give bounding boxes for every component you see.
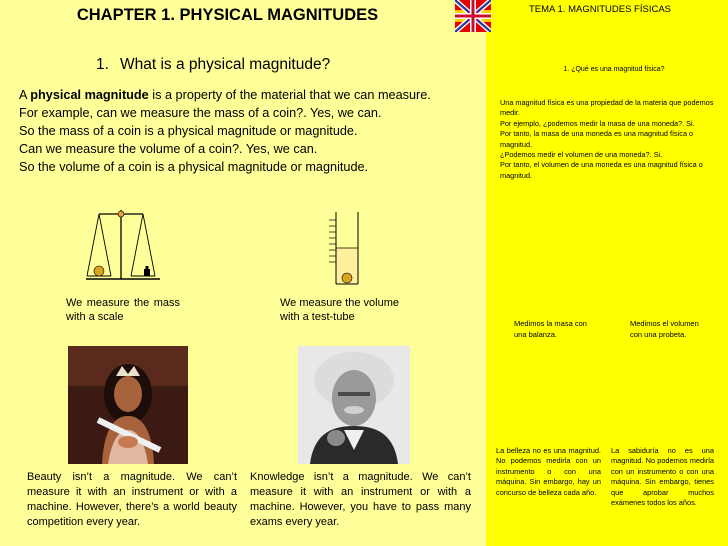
chapter-title: CHAPTER 1. PHYSICAL MAGNITUDES bbox=[76, 6, 379, 24]
intro-line: For example, can we measure the mass of a coin?. Yes, we can. bbox=[19, 106, 382, 120]
spanish-intro-line: Por tanto, la masa de una moneda es una magnitud física o magnitud. bbox=[500, 129, 694, 149]
question-heading: What is a physical magnitude? bbox=[120, 56, 331, 73]
intro-line: So the mass of a coin is a physical magnitude or magnitude. bbox=[19, 124, 358, 138]
question-number: 1. bbox=[96, 56, 109, 73]
beauty-text: Beauty isn’t a magnitude. We can’t measure it with an instrument or with a machine. However, there’s a world beauty competition every year. bbox=[27, 471, 237, 528]
spanish-caption-volume: Medimos el volumen con una probeta. bbox=[630, 319, 699, 339]
spanish-beauty-text: La belleza no es una magnitud. No podemos medirla con un instrumento o con una máquina. Sin embargo, hay un concurso de belleza cada año. bbox=[496, 446, 601, 497]
flag-icon bbox=[455, 0, 491, 32]
spanish-question-heading: 1. ¿Qué es una magnitud física? bbox=[563, 66, 665, 73]
spanish-intro-line: Por ejemplo, ¿podemos medir la masa de una moneda?. Si. bbox=[500, 118, 695, 128]
beauty-queen-photo bbox=[68, 346, 188, 464]
spanish-intro-text bbox=[500, 98, 716, 181]
test-tube-icon bbox=[322, 210, 366, 288]
intro-line: So the volume of a coin is a physical magnitude or magnitude. bbox=[19, 160, 369, 174]
balance-scale-icon bbox=[84, 202, 162, 282]
spanish-chapter-title: TEMA 1. MAGNITUDES FÍSICAS bbox=[529, 4, 671, 15]
intro-line: A physical magnitude is a property of the material that we can measure. bbox=[19, 88, 431, 102]
knowledge-text: Knowledge isn’t a magnitude. We can’t measure it with an instrument or with a machine. However, you have to pass many exams every year. bbox=[250, 471, 471, 528]
caption-volume: We measure the volume with a test-tube bbox=[280, 297, 400, 323]
caption-mass: We measure the mass with a scale bbox=[66, 297, 180, 323]
intro-text bbox=[19, 86, 489, 176]
intro-line: Can we measure the volume of a coin?. Yes, we can. bbox=[19, 142, 318, 156]
spanish-intro-line: Una magnitud física es una propiedad de la materia que podemos medir. bbox=[500, 98, 714, 118]
einstein-photo bbox=[298, 346, 410, 464]
term-bold: physical magnitude bbox=[30, 88, 149, 102]
spanish-knowledge-text: La sabiduría no es una magnitud. No podemos medirla con un instrumento o con una máquina. Sin embargo, tienes que aprobar muchos exámenes todos los años. bbox=[611, 446, 714, 508]
spanish-intro-line: Por tanto, el volumen de una moneda es una magnitud física o magnitud. bbox=[500, 160, 703, 180]
spanish-caption-mass: Medimos la masa con una balanza. bbox=[514, 319, 587, 339]
spanish-intro-line: ¿Podemos medir el volumen de una moneda?. Si. bbox=[500, 150, 663, 160]
